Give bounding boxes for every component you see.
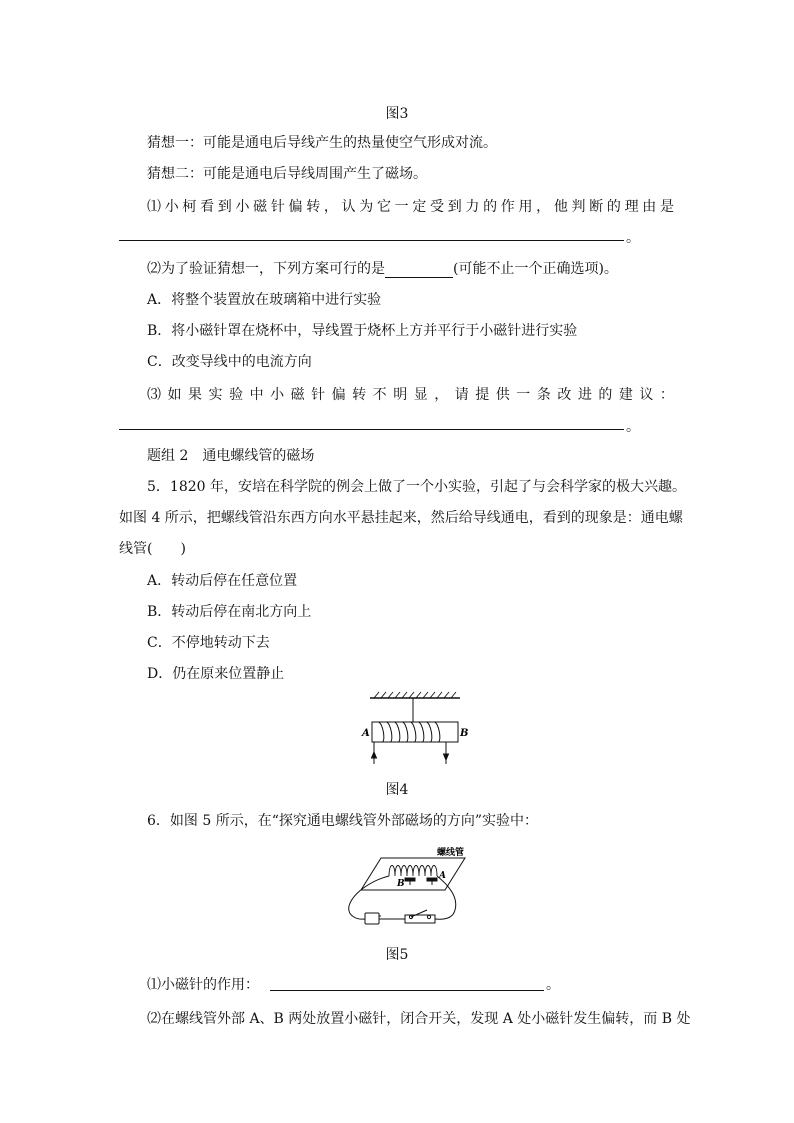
- q5-line-3: 线管( ): [119, 541, 186, 557]
- q3-char: 小: [270, 387, 285, 403]
- q3-char: 进: [577, 387, 592, 403]
- fig5-label-b: B: [397, 879, 405, 889]
- q1-char: 磁: [253, 199, 268, 215]
- q1-char: 受: [430, 199, 444, 215]
- q1-char: ⑴: [147, 199, 161, 215]
- solenoid-coil: [372, 722, 458, 742]
- switch-icon: [405, 910, 435, 923]
- q3-char: 提: [475, 387, 490, 403]
- answer-blank-q2[interactable]: [385, 263, 453, 278]
- q1-char: 看: [200, 199, 215, 215]
- answer-line-q6-1[interactable]: [270, 990, 544, 991]
- q1-char: 到: [447, 199, 462, 215]
- question-3-text: [147, 384, 674, 404]
- q3-char: 的: [598, 387, 613, 403]
- fig5-label-solenoid: 螺线管: [437, 848, 465, 858]
- question-1-text: [147, 196, 674, 216]
- q1-char: 为: [359, 199, 374, 215]
- q1-char: 力: [465, 199, 480, 215]
- q1-char: 用: [518, 199, 533, 215]
- figure-4-caption: 图4: [385, 782, 409, 798]
- q1-char: 柯: [182, 199, 197, 215]
- q1-char: 他: [553, 199, 568, 215]
- q5-option-c: C．不停地转动下去: [147, 635, 270, 651]
- q1-char: 小: [164, 199, 179, 215]
- q3-char: 明: [393, 387, 408, 403]
- q6-part-2: ⑵在螺线管外部 A、B 两处放置小磁针，闭合开关，发现 A 处小磁针发生偏转，而 B 处: [147, 1011, 691, 1027]
- q2-option-c: C．改变导线中的电流方向: [147, 354, 312, 370]
- q5-line-1: 5．1820 年，安培在科学院的例会上做了一个小实验，引起了与会科学家的极大兴趣。: [147, 479, 686, 495]
- figure-4-solenoid-diagram: [350, 688, 470, 770]
- q1-char: 针: [270, 199, 285, 215]
- question-2: [147, 260, 618, 278]
- q3-char: 显: [413, 387, 428, 403]
- q1-char: 是: [659, 199, 674, 215]
- question-2-suffix: (可能不止一个正确选项)。: [453, 261, 618, 277]
- question-2-prefix: ⑵为了验证猜想一，下列方案可行的是: [147, 261, 385, 277]
- figure-3-caption: 图3: [385, 106, 409, 122]
- q1-char: 作: [500, 199, 515, 215]
- solenoid-coils: [389, 866, 437, 877]
- q6-part-1-label: ⑴小磁针的作用：: [147, 977, 259, 993]
- period-q3: 。: [626, 419, 640, 435]
- q3-char: 一: [516, 387, 531, 403]
- q1-char: ，: [323, 199, 338, 215]
- q1-char: 转: [306, 199, 321, 215]
- q1-char: 判: [571, 199, 586, 215]
- group-2-title: 题组 2 通电螺线管的磁场: [147, 448, 315, 464]
- q3-char: 磁: [290, 387, 305, 403]
- answer-line-q1[interactable]: [119, 240, 624, 241]
- q3-char: 条: [536, 387, 551, 403]
- q5-option-d: D．仍在原来位置静止: [147, 666, 285, 682]
- guess-one: 猜想一：可能是通电后导线产生的热量使空气形成对流。: [147, 135, 497, 151]
- q1-char: 它: [376, 199, 391, 215]
- q3-char: 议: [639, 387, 654, 403]
- q3-char: 建: [618, 387, 633, 403]
- fig5-label-a: A: [439, 871, 446, 881]
- q1-char: 理: [624, 199, 639, 215]
- q3-char: 转: [352, 387, 367, 403]
- q6-intro: 6．如图 5 所示，在“探究通电螺线管外部磁场的方向”实验中：: [147, 813, 539, 829]
- q1-char: 小: [235, 199, 250, 215]
- q1-char: 偏: [288, 199, 303, 215]
- q2-option-a: A．将整个装置放在玻璃箱中进行实验: [147, 292, 382, 308]
- battery-icon: [365, 913, 381, 924]
- q1-char: 认: [341, 199, 356, 215]
- q3-char: 不: [372, 387, 387, 403]
- q3-char: ：: [659, 387, 674, 403]
- q3-char: 如: [167, 387, 182, 403]
- fig4-label-b: B: [460, 728, 469, 739]
- figure-5-solenoid-experiment: [343, 840, 473, 935]
- q1-char: 定: [412, 199, 427, 215]
- q3-char: 偏: [331, 387, 346, 403]
- q3-char: 中: [249, 387, 264, 403]
- q3-char: ⑶: [147, 387, 161, 403]
- q1-char: 一: [394, 199, 409, 215]
- figure-5-caption: 图5: [385, 947, 409, 963]
- period-q6-1: 。: [546, 977, 560, 993]
- q1-char: 的: [483, 199, 498, 215]
- fig4-label-a: A: [362, 728, 370, 739]
- q1-char: ，: [536, 199, 551, 215]
- compass-needles: [405, 878, 437, 885]
- q3-char: 改: [557, 387, 572, 403]
- ceiling-support: [370, 692, 460, 722]
- q5-line-2: 如图 4 所示，把螺线管沿东西方向水平悬挂起来，然后给导线通电，看到的现象是：通电螺: [119, 510, 683, 526]
- guess-two: 猜想二：可能是通电后导线周围产生了磁场。: [147, 166, 427, 182]
- q3-char: 实: [208, 387, 223, 403]
- q3-char: ，: [434, 387, 449, 403]
- period-q1: 。: [626, 230, 640, 246]
- q1-char: 的: [606, 199, 621, 215]
- answer-line-q3[interactable]: [119, 429, 624, 430]
- q2-option-b: B．将小磁针罩在烧杯中，导线置于烧杯上方并平行于小磁针进行实验: [147, 323, 578, 339]
- lead-wires: [372, 742, 449, 764]
- q3-char: 供: [495, 387, 510, 403]
- q1-char: 由: [642, 199, 657, 215]
- q1-char: 断: [589, 199, 604, 215]
- q5-option-a: A．转动后停在任意位置: [147, 573, 298, 589]
- q3-char: 请: [454, 387, 469, 403]
- q5-option-b: B．转动后停在南北方向上: [147, 604, 312, 620]
- q3-char: 果: [188, 387, 203, 403]
- q3-char: 针: [311, 387, 326, 403]
- q1-char: 到: [217, 199, 232, 215]
- q3-char: 验: [229, 387, 244, 403]
